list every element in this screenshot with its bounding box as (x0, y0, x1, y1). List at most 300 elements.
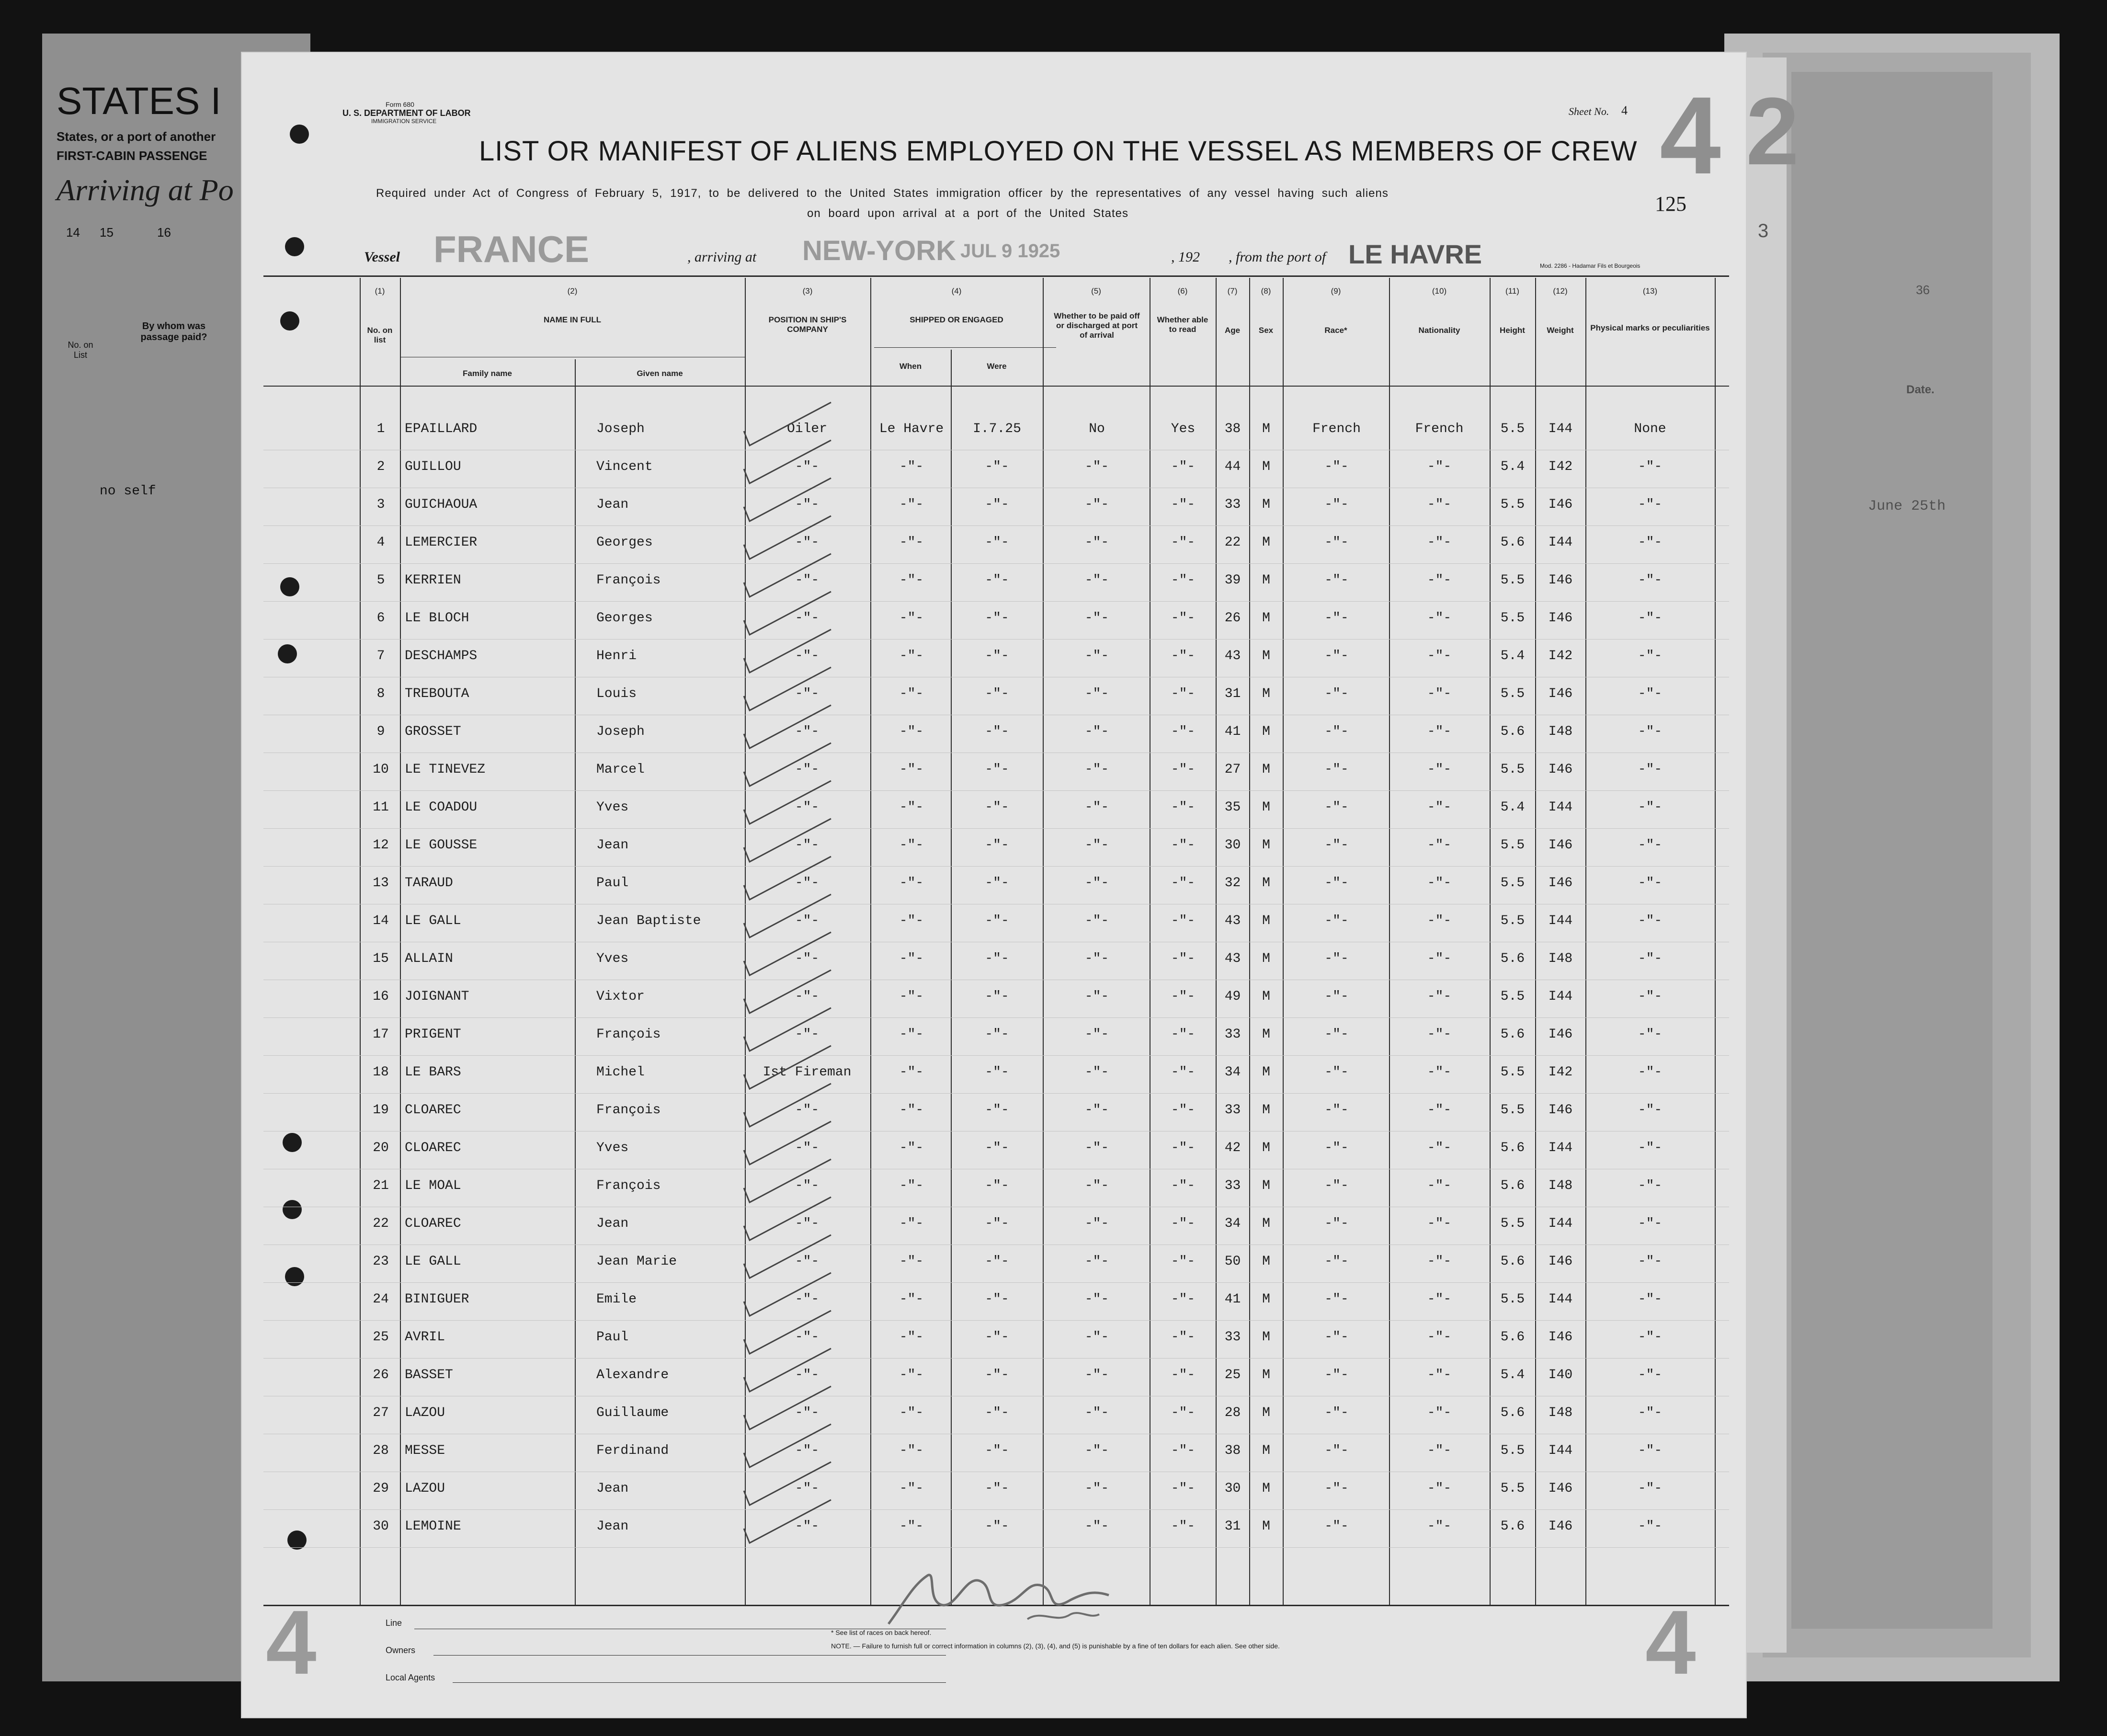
punch-hole (283, 1133, 302, 1152)
row-20-age: 42 (1224, 1141, 1241, 1155)
row-12-weight: I46 (1548, 838, 1573, 853)
row-12-family: LE GOUSSE (405, 838, 478, 853)
row-10-family: LE TINEVEZ (405, 762, 486, 777)
col-head-age: Age (1224, 326, 1241, 335)
row-7-when: -"- (899, 649, 924, 663)
row-10-read: -"- (1171, 762, 1196, 777)
row-20-nat: -"- (1427, 1141, 1452, 1155)
row-8-weight: I46 (1548, 686, 1573, 701)
row-5-given: François (596, 573, 661, 588)
row-16-nat: -"- (1427, 989, 1452, 1004)
row-28-no: 28 (373, 1443, 389, 1458)
row-29-position: -"- (795, 1481, 820, 1496)
col-num-9: (9) (1331, 286, 1341, 296)
row-27-position: -"- (795, 1405, 820, 1420)
row-19-when: -"- (899, 1103, 924, 1118)
row-14-sex: M (1262, 914, 1270, 928)
row-25-read: -"- (1171, 1330, 1196, 1345)
row-27-age: 28 (1224, 1405, 1241, 1420)
row-6-marks: -"- (1638, 611, 1663, 626)
row-20-no: 20 (373, 1141, 389, 1155)
col-rule (1043, 278, 1044, 1605)
back-left-line-2: FIRST-CABIN PASSENGE (57, 148, 207, 163)
row-13-given: Paul (596, 876, 629, 891)
row-23-age: 50 (1224, 1254, 1241, 1269)
row-2-sex: M (1262, 459, 1270, 474)
row-1-given: Joseph (596, 422, 645, 436)
row-5-height: 5.5 (1500, 573, 1525, 588)
row-22-nat: -"- (1427, 1216, 1452, 1231)
row-18-read: -"- (1171, 1065, 1196, 1080)
signature (884, 1547, 1123, 1638)
row-24-read: -"- (1171, 1292, 1196, 1307)
row-26-race: -"- (1324, 1368, 1349, 1382)
row-rule (263, 790, 1729, 791)
row-18-race: -"- (1324, 1065, 1349, 1080)
row-18-marks: -"- (1638, 1065, 1663, 1080)
row-18-sex: M (1262, 1065, 1270, 1080)
row-2-age: 44 (1224, 459, 1241, 474)
row-20-marks: -"- (1638, 1141, 1663, 1155)
row-16-family: JOIGNANT (405, 989, 469, 1004)
row-28-age: 38 (1224, 1443, 1241, 1458)
col-rule (870, 278, 871, 1605)
row-16-paid: -"- (1084, 989, 1109, 1004)
row-27-marks: -"- (1638, 1405, 1663, 1420)
col-num-4: (4) (951, 286, 962, 296)
row-8-position: -"- (795, 686, 820, 701)
row-20-weight: I44 (1548, 1141, 1573, 1155)
col-num-5: (5) (1091, 286, 1101, 296)
row-5-age: 39 (1224, 573, 1241, 588)
row-4-paid: -"- (1084, 535, 1109, 550)
arriving-date: JUL 9 1925 (960, 240, 1060, 262)
row-26-no: 26 (373, 1368, 389, 1382)
row-26-when: -"- (899, 1368, 924, 1382)
row-9-family: GROSSET (405, 724, 461, 739)
row-8-height: 5.5 (1500, 686, 1525, 701)
row-13-when: -"- (899, 876, 924, 891)
row-18-weight: I42 (1548, 1065, 1573, 1080)
row-9-age: 41 (1224, 724, 1241, 739)
row-6-race: -"- (1324, 611, 1349, 626)
row-7-age: 43 (1224, 649, 1241, 663)
punch-hole (287, 1530, 307, 1550)
col-head-nationality: Nationality (1418, 326, 1460, 335)
row-10-no: 10 (373, 762, 389, 777)
row-30-given: Jean (596, 1519, 629, 1534)
row-8-given: Louis (596, 686, 637, 701)
col-rule (400, 278, 401, 1605)
row-13-marks: -"- (1638, 876, 1663, 891)
row-2-paid: -"- (1084, 459, 1109, 474)
row-6-were: -"- (985, 611, 1009, 626)
row-15-were: -"- (985, 951, 1009, 966)
row-7-race: -"- (1324, 649, 1349, 663)
row-12-paid: -"- (1084, 838, 1109, 853)
row-24-paid: -"- (1084, 1292, 1109, 1307)
row-30-position: -"- (795, 1519, 820, 1534)
row-17-nat: -"- (1427, 1027, 1452, 1042)
punch-hole (280, 577, 299, 596)
col-num-11: (11) (1505, 286, 1519, 296)
row-21-weight: I48 (1548, 1178, 1573, 1193)
row-30-were: -"- (985, 1519, 1009, 1534)
row-12-marks: -"- (1638, 838, 1663, 853)
row-15-family: ALLAIN (405, 951, 453, 966)
row-25-sex: M (1262, 1330, 1270, 1345)
col-head-name: NAME IN FULL (544, 315, 601, 324)
row-13-position: -"- (795, 876, 820, 891)
row-23-were: -"- (985, 1254, 1009, 1269)
footer-note-1: * See list of races on back hereof. (831, 1629, 932, 1636)
manifest-sheet (242, 53, 1746, 1717)
row-20-height: 5.6 (1500, 1141, 1525, 1155)
row-14-paid: -"- (1084, 914, 1109, 928)
row-25-paid: -"- (1084, 1330, 1109, 1345)
row-27-were: -"- (985, 1405, 1009, 1420)
row-5-nat: -"- (1427, 573, 1452, 588)
row-24-age: 41 (1224, 1292, 1241, 1307)
row-16-when: -"- (899, 989, 924, 1004)
row-30-race: -"- (1324, 1519, 1349, 1534)
row-1-when: Le Havre (879, 422, 944, 436)
row-25-were: -"- (985, 1330, 1009, 1345)
row-16-marks: -"- (1638, 989, 1663, 1004)
sheet-number: 4 (1621, 103, 1628, 117)
col-num-2: (2) (567, 286, 578, 296)
col-head-sex: Sex (1258, 326, 1274, 335)
row-7-nat: -"- (1427, 649, 1452, 663)
row-12-no: 12 (373, 838, 389, 853)
row-13-nat: -"- (1427, 876, 1452, 891)
printer-credit: Mod. 2286 - Hadamar Fils et Bourgeois (1540, 263, 1640, 269)
col-head-position: POSITION IN SHIP'S COMPANY (768, 315, 847, 334)
row-13-family: TARAUD (405, 876, 453, 891)
row-rule (263, 1282, 1729, 1283)
row-3-sex: M (1262, 497, 1270, 512)
row-21-sex: M (1262, 1178, 1270, 1193)
row-29-age: 30 (1224, 1481, 1241, 1496)
row-14-age: 43 (1224, 914, 1241, 928)
row-4-no: 4 (376, 535, 385, 550)
row-3-race: -"- (1324, 497, 1349, 512)
row-1-nat: French (1415, 422, 1464, 436)
row-22-sex: M (1262, 1216, 1270, 1231)
row-17-position: -"- (795, 1027, 820, 1042)
row-3-age: 33 (1224, 497, 1241, 512)
row-11-given: Yves (596, 800, 629, 815)
row-7-height: 5.4 (1500, 649, 1525, 663)
row-12-height: 5.5 (1500, 838, 1525, 853)
row-20-given: Yves (596, 1141, 629, 1155)
punch-hole (283, 1200, 302, 1219)
row-24-were: -"- (985, 1292, 1009, 1307)
row-29-read: -"- (1171, 1481, 1196, 1496)
row-3-no: 3 (376, 497, 385, 512)
row-17-no: 17 (373, 1027, 389, 1042)
row-11-no: 11 (373, 800, 389, 815)
row-14-marks: -"- (1638, 914, 1663, 928)
row-24-race: -"- (1324, 1292, 1349, 1307)
row-22-age: 34 (1224, 1216, 1241, 1231)
row-3-given: Jean (596, 497, 629, 512)
row-30-sex: M (1262, 1519, 1270, 1534)
row-2-no: 2 (376, 459, 385, 474)
row-3-were: -"- (985, 497, 1009, 512)
row-27-height: 5.6 (1500, 1405, 1525, 1420)
footer-owners-rule (433, 1655, 946, 1656)
row-15-paid: -"- (1084, 951, 1109, 966)
row-1-marks: None (1634, 422, 1666, 436)
back-left-col-15: 15 (100, 225, 114, 240)
row-19-given: François (596, 1103, 661, 1118)
row-3-paid: -"- (1084, 497, 1109, 512)
row-15-marks: -"- (1638, 951, 1663, 966)
footer-note-2: NOTE. — Failure to furnish full or correct information in columns (2), (3), (4), and (5) is punishable by a fine of ten dollars for each alien. See other side. (831, 1642, 1280, 1650)
row-12-read: -"- (1171, 838, 1196, 853)
row-13-paid: -"- (1084, 876, 1109, 891)
row-18-paid: -"- (1084, 1065, 1109, 1080)
row-6-sex: M (1262, 611, 1270, 626)
row-28-marks: -"- (1638, 1443, 1663, 1458)
row-19-paid: -"- (1084, 1103, 1109, 1118)
row-28-when: -"- (899, 1443, 924, 1458)
row-3-when: -"- (899, 497, 924, 512)
row-1-sex: M (1262, 422, 1270, 436)
row-5-position: -"- (795, 573, 820, 588)
col-rule (360, 278, 361, 1605)
row-24-position: -"- (795, 1292, 820, 1307)
row-29-race: -"- (1324, 1481, 1349, 1496)
col-num-13: (13) (1642, 286, 1658, 296)
col-head-weight: Weight (1547, 326, 1574, 335)
row-16-height: 5.5 (1500, 989, 1525, 1004)
service: IMMIGRATION SERVICE (371, 118, 437, 125)
row-30-when: -"- (899, 1519, 924, 1534)
row-11-age: 35 (1224, 800, 1241, 815)
row-18-age: 34 (1224, 1065, 1241, 1080)
row-12-when: -"- (899, 838, 924, 853)
row-14-were: -"- (985, 914, 1009, 928)
back-left-row-1: no self (100, 484, 156, 499)
row-20-race: -"- (1324, 1141, 1349, 1155)
row-8-marks: -"- (1638, 686, 1663, 701)
row-21-nat: -"- (1427, 1178, 1452, 1193)
row-28-race: -"- (1324, 1443, 1349, 1458)
col-head-no: No. on list (367, 326, 393, 344)
row-27-read: -"- (1171, 1405, 1196, 1420)
row-28-weight: I44 (1548, 1443, 1573, 1458)
check-mark (740, 1495, 836, 1548)
row-17-marks: -"- (1638, 1027, 1663, 1042)
row-20-paid: -"- (1084, 1141, 1109, 1155)
row-8-were: -"- (985, 686, 1009, 701)
back-left-col-14: 14 (66, 225, 80, 240)
row-4-race: -"- (1324, 535, 1349, 550)
row-9-height: 5.6 (1500, 724, 1525, 739)
row-rule (263, 866, 1729, 867)
row-30-read: -"- (1171, 1519, 1196, 1534)
row-12-position: -"- (795, 838, 820, 853)
row-13-no: 13 (373, 876, 389, 891)
row-6-when: -"- (899, 611, 924, 626)
col-head-shipped: SHIPPED OR ENGAGED (910, 315, 1003, 324)
row-11-nat: -"- (1427, 800, 1452, 815)
row-14-when: -"- (899, 914, 924, 928)
row-rule (263, 1320, 1729, 1321)
row-25-position: -"- (795, 1330, 820, 1345)
row-16-read: -"- (1171, 989, 1196, 1004)
row-8-when: -"- (899, 686, 924, 701)
row-24-sex: M (1262, 1292, 1270, 1307)
col-num-1: (1) (375, 286, 385, 296)
row-rule (263, 1055, 1729, 1056)
row-19-read: -"- (1171, 1103, 1196, 1118)
row-26-paid: -"- (1084, 1368, 1109, 1382)
punch-hole (285, 237, 304, 256)
back-left-line-1: States, or a port of another (57, 129, 216, 144)
department: U. S. DEPARTMENT OF LABOR (342, 108, 471, 118)
row-1-weight: I44 (1548, 422, 1573, 436)
row-4-when: -"- (899, 535, 924, 550)
arriving-label: , arriving at (687, 249, 757, 265)
row-17-paid: -"- (1084, 1027, 1109, 1042)
row-rule (263, 563, 1729, 564)
row-10-marks: -"- (1638, 762, 1663, 777)
row-9-no: 9 (376, 724, 385, 739)
row-7-weight: I42 (1548, 649, 1573, 663)
row-rule (263, 525, 1729, 526)
row-1-paid: No (1089, 422, 1105, 436)
row-28-given: Ferdinand (596, 1443, 669, 1458)
row-1-age: 38 (1224, 422, 1241, 436)
row-4-given: Georges (596, 535, 653, 550)
row-9-race: -"- (1324, 724, 1349, 739)
row-4-height: 5.6 (1500, 535, 1525, 550)
row-6-nat: -"- (1427, 611, 1452, 626)
row-21-age: 33 (1224, 1178, 1241, 1193)
row-1-were: I.7.25 (973, 422, 1021, 436)
row-17-sex: M (1262, 1027, 1270, 1042)
col-head-height: Height (1500, 326, 1525, 335)
row-rule (263, 601, 1729, 602)
row-18-family: LE BARS (405, 1065, 461, 1080)
row-13-age: 32 (1224, 876, 1241, 891)
row-15-read: -"- (1171, 951, 1196, 966)
row-1-read: Yes (1171, 422, 1196, 436)
row-22-paid: -"- (1084, 1216, 1109, 1231)
row-6-given: Georges (596, 611, 653, 626)
row-4-were: -"- (985, 535, 1009, 550)
row-26-family: BASSET (405, 1368, 453, 1382)
row-15-height: 5.6 (1500, 951, 1525, 966)
row-2-position: -"- (795, 459, 820, 474)
col-rule (575, 359, 576, 1605)
row-24-marks: -"- (1638, 1292, 1663, 1307)
row-10-were: -"- (985, 762, 1009, 777)
row-10-nat: -"- (1427, 762, 1452, 777)
row-25-nat: -"- (1427, 1330, 1452, 1345)
row-3-read: -"- (1171, 497, 1196, 512)
row-18-given: Michel (596, 1065, 645, 1080)
row-6-read: -"- (1171, 611, 1196, 626)
row-16-no: 16 (373, 989, 389, 1004)
row-3-nat: -"- (1427, 497, 1452, 512)
row-22-read: -"- (1171, 1216, 1196, 1231)
row-5-when: -"- (899, 573, 924, 588)
row-22-family: CLOAREC (405, 1216, 461, 1231)
row-14-family: LE GALL (405, 914, 461, 928)
row-13-weight: I46 (1548, 876, 1573, 891)
row-12-nat: -"- (1427, 838, 1452, 853)
row-21-when: -"- (899, 1178, 924, 1193)
row-5-were: -"- (985, 573, 1009, 588)
row-rule (263, 828, 1729, 829)
row-5-race: -"- (1324, 573, 1349, 588)
row-28-position: -"- (795, 1443, 820, 1458)
row-21-position: -"- (795, 1178, 820, 1193)
back-left-title: STATES I (57, 80, 221, 122)
row-29-nat: -"- (1427, 1481, 1452, 1496)
row-26-height: 5.4 (1500, 1368, 1525, 1382)
count-number: 125 (1655, 192, 1686, 216)
row-23-read: -"- (1171, 1254, 1196, 1269)
col-num-6: (6) (1177, 286, 1188, 296)
subtitle-1: Required under Act of Congress of February 5, 1917, to be delivered to the United States immigration officer by the representatives of any vessel having such aliens (376, 187, 1389, 200)
row-26-weight: I40 (1548, 1368, 1573, 1382)
footer-line-label: Line (386, 1618, 402, 1628)
row-25-race: -"- (1324, 1330, 1349, 1345)
table-top-rule (263, 275, 1729, 277)
row-19-no: 19 (373, 1103, 389, 1118)
row-7-were: -"- (985, 649, 1009, 663)
row-6-no: 6 (376, 611, 385, 626)
row-30-height: 5.6 (1500, 1519, 1525, 1534)
row-23-given: Jean Marie (596, 1254, 677, 1269)
row-10-weight: I46 (1548, 762, 1573, 777)
row-15-sex: M (1262, 951, 1270, 966)
row-9-weight: I48 (1548, 724, 1573, 739)
row-17-family: PRIGENT (405, 1027, 461, 1042)
from-label: , from the port of (1229, 249, 1326, 265)
row-19-were: -"- (985, 1103, 1009, 1118)
table-header-rule (263, 386, 1729, 387)
row-rule (263, 639, 1729, 640)
row-19-nat: -"- (1427, 1103, 1452, 1118)
row-20-family: CLOAREC (405, 1141, 461, 1155)
col-head-were: Were (987, 362, 1007, 371)
row-10-sex: M (1262, 762, 1270, 777)
year-label: , 192 (1171, 249, 1200, 265)
row-24-weight: I44 (1548, 1292, 1573, 1307)
col-head-paid: Whether to be paid off or discharged at port of arrival (1054, 311, 1140, 340)
back-left-line-3: Arriving at Po (57, 173, 234, 207)
row-rule (263, 1093, 1729, 1094)
row-25-when: -"- (899, 1330, 924, 1345)
row-30-family: LEMOINE (405, 1519, 461, 1534)
row-30-age: 31 (1224, 1519, 1241, 1534)
row-19-position: -"- (795, 1103, 820, 1118)
col-rule (1585, 278, 1586, 1605)
back-left-head-paid: By whom was passage paid? (140, 321, 207, 343)
row-9-nat: -"- (1427, 724, 1452, 739)
row-9-given: Joseph (596, 724, 645, 739)
row-2-when: -"- (899, 459, 924, 474)
row-26-position: -"- (795, 1368, 820, 1382)
row-24-given: Emile (596, 1292, 637, 1307)
punch-hole (290, 125, 309, 144)
